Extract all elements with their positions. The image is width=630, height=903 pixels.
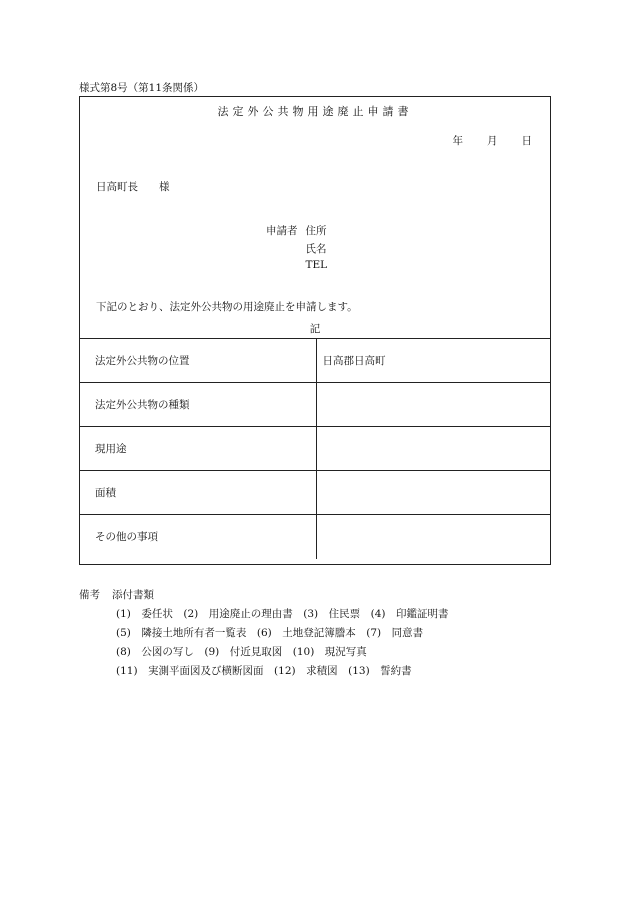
form-number-label: 様式第8号（第11条関係） xyxy=(79,82,205,94)
applicant-tel-label: TEL xyxy=(305,259,328,271)
ki-heading: 記 xyxy=(309,323,321,335)
attachments-list xyxy=(116,606,449,678)
list-item: (8) 公図の写し (9) 付近見取図 (10) 現況写真 xyxy=(116,646,367,658)
applicant-fields xyxy=(306,223,328,271)
remarks-heading: 備考 xyxy=(79,589,100,601)
row-label-location: 法定外公共物の位置 xyxy=(79,339,316,383)
list-item: (5) 隣接土地所有者一覧表 (6) 土地登記簿謄本 (7) 同意書 xyxy=(116,627,424,639)
date-day: 日 xyxy=(521,135,532,147)
statement-text: 下記のとおり、法定外公共物の用途廃止を申請します。 xyxy=(96,301,358,313)
table-row xyxy=(79,471,551,515)
row-value-other xyxy=(316,515,551,559)
row-value-area xyxy=(316,471,551,515)
details-table xyxy=(79,338,551,559)
remarks-head xyxy=(79,587,449,602)
applicant-heading: 申請者 xyxy=(266,225,298,237)
date-year: 年 xyxy=(452,135,463,147)
table-row xyxy=(79,427,551,471)
applicant-address-label: 住所 xyxy=(305,225,327,237)
row-label-other: その他の事項 xyxy=(79,515,316,559)
date-month: 月 xyxy=(487,135,498,147)
row-value-location: 日高郡日高町 xyxy=(316,339,551,383)
row-value-current-use xyxy=(316,427,551,471)
row-label-type: 法定外公共物の種類 xyxy=(79,383,316,427)
applicant-name-label: 氏名 xyxy=(305,243,327,255)
addressee: 日高町長 様 xyxy=(96,181,170,193)
list-item: (1) 委任状 (2) 用途廃止の理由書 (3) 住民票 (4) 印鑑証明書 xyxy=(116,608,449,620)
table-row xyxy=(79,515,551,559)
application-form-frame xyxy=(79,96,551,565)
remarks-subheading: 添付書類 xyxy=(112,589,154,601)
table-row xyxy=(79,383,551,427)
list-item: (11) 実測平面図及び横断図面 (12) 求積図 (13) 誓約書 xyxy=(116,665,412,677)
applicant-block xyxy=(266,223,327,271)
row-label-current-use: 現用途 xyxy=(79,427,316,471)
remarks-section xyxy=(79,587,449,678)
row-value-type xyxy=(316,383,551,427)
date-line xyxy=(453,133,533,148)
row-label-area: 面積 xyxy=(79,471,316,515)
table-row xyxy=(79,339,551,383)
form-title: 法定外公共物用途廃止申請書 xyxy=(217,105,413,118)
